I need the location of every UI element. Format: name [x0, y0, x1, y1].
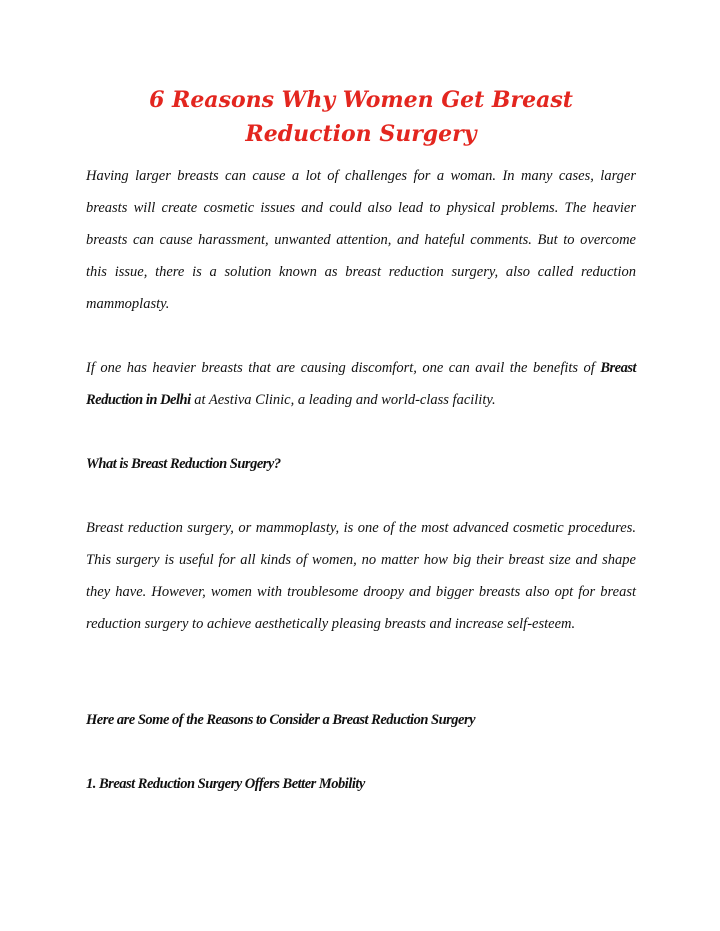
what-is-paragraph: Breast reduction surgery, or mammoplasty, is one of the most advanced cosmetic procedures. This surgery is useful for all kinds of women, no matter how big their breast size and shape they have. However, women with troublesome droopy and bigger breasts also opt for breast reduction surgery to achieve aesthetically pleasing breasts and increase self-esteem.	[86, 520, 636, 632]
clinic-paragraph-lead: If one has heavier breasts that are causing discomfort, one can avail the benefits of	[86, 360, 601, 376]
heading-what-is: What is Breast Reduction Surgery?	[86, 456, 281, 472]
heading-reasons: Here are Some of the Reasons to Consider a Breast Reduction Surgery	[86, 712, 476, 728]
reason-1-heading: 1. Breast Reduction Surgery Offers Better Mobility	[86, 776, 365, 792]
document-title: 6 Reasons Why Women Get Breast Reduction Surgery	[149, 87, 573, 147]
clinic-paragraph-tail: at Aestiva Clinic, a leading and world-class facility.	[190, 392, 496, 408]
intro-paragraph: Having larger breasts can cause a lot of challenges for a woman. In many cases, larger breasts will create cosmetic issues and could also lead to physical problems. The heavier breasts can cause harassment, unwanted attention, and hateful comments. But to overcome this issue, there is a solution known as breast reduction surgery, also called reduction mammoplasty.	[86, 168, 636, 312]
breast-reduction-delhi-link[interactable]: Breast Reduction in Delhi	[86, 360, 636, 408]
clinic-paragraph	[86, 352, 636, 416]
